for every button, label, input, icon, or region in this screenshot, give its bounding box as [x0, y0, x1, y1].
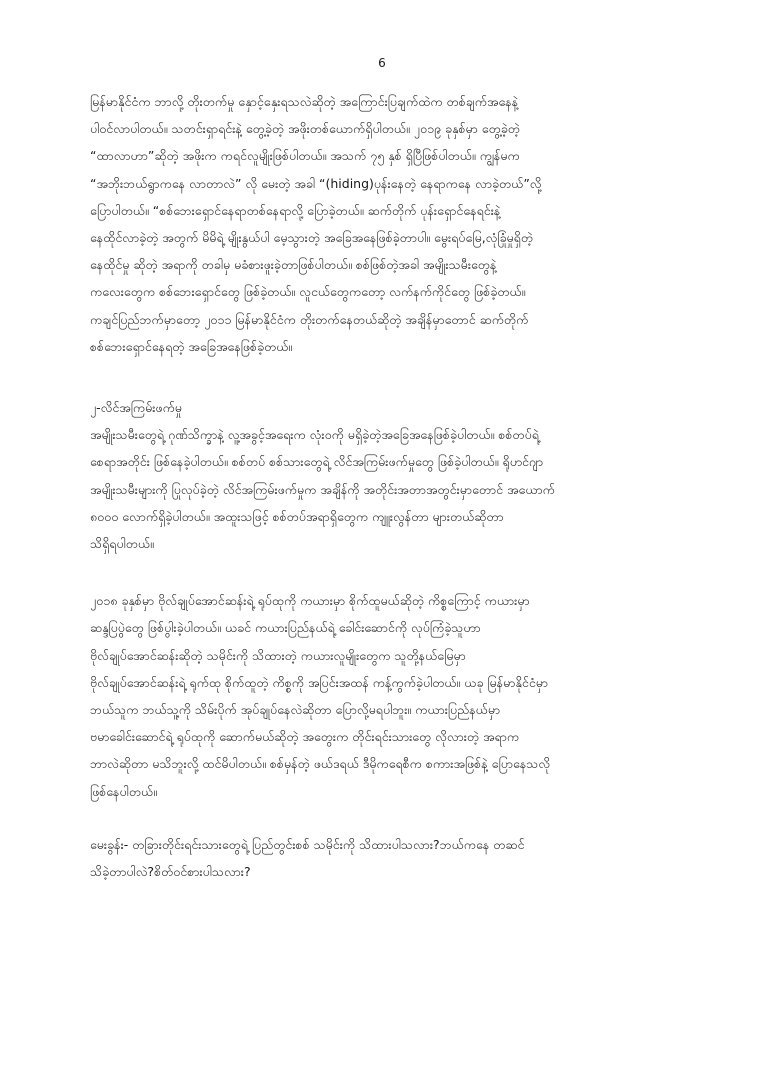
text-line: “ထာလာဟာ”ဆိုတဲ့ အဖိုးက ကရင်လူမျိုးဖြစ်ပါတယ်။ အသက် ၇၅ နှစ် ရှိပြီဖြစ်ပါတယ်။ ကျွန်မက — [90, 148, 520, 164]
paragraph-sexual-violence — [90, 394, 680, 557]
text-line: နေထိုင်မှု ဆိုတဲ့ အရာကို တခါမှ မခံစားဖူးခဲ့တာဖြစ်ပါတယ်။ စစ်ဖြစ်တဲ့အခါ အမျိုးသမီးတွေနဲ့ — [90, 257, 497, 273]
text-line: ဗိုလ်ချုပ်အောင်ဆန်းရဲ့ ရုက်ထု စိုက်ထူတဲ့ ကိစ္စကို အပြင်းအထန် ကန့်ကွက်ခဲ့ပါတယ်။ ယခု မြန်မာနိုင်ငံမှာ — [90, 674, 549, 690]
text-line: “အဘိုးဘယ်ရွာကနေ လာတာလဲ” လို မေးတဲ့ အခါ “(hiding)ပုန်းနေတဲ့ နေရာကနေ လာခဲ့တယ်”လို့ — [90, 175, 542, 191]
text-line: ဆန္ဒပြပွဲတွေ ဖြစ်ပွါးခဲ့ပါတယ်။ ယခင် ကယားပြည်နယ်ရဲ့ ခေါင်းဆောင်ကို လုပ်ကြံခဲ့သူဟာ — [90, 620, 481, 636]
paragraph-spacer — [90, 805, 680, 831]
text-line: အမျိုးသမီးများကို ပြုလုပ်ခဲ့တဲ့ လိင်အကြမ်းဖက်မှုက အချိန်ကို အတိုင်းအတာအတွင်းမှာတောင် အယောက် — [90, 481, 555, 497]
text-line: မြန်မာနိုင်ငံက ဘာလို့ တိုးတက်မှု နှောင့်နှေးရသလဲဆိုတဲ့ အကြောင်းပြချက်ထဲက တစ်ချက်အနေနဲ့ — [90, 94, 519, 109]
text-line: နေထိုင်လာခဲ့တဲ့ အတွက် မိမိရဲ့ မျိုးနွယ်ပါ မေ့သွားတဲ့ အခြေအနေဖြစ်ခဲ့တာပါ။ မွေးရပ်မြေ,လုံခြုံမှုရှိတဲ့ — [90, 230, 534, 246]
text-line: စစ်ဘေးရှောင်နေရတဲ့ အခြေအနေဖြစ်ခဲ့တယ်။ — [90, 338, 293, 354]
text-line: ဘယ်သူက ဘယ်သူ့ကို သိမ်းပိုက် အုပ်ချုပ်နေလဲဆိုတာ ပြောလို့မရပါဘူး။ ကယားပြည်နယ်မှာ — [90, 702, 501, 718]
paragraph-kayah-statue — [90, 587, 680, 805]
text-line: သိခဲ့တာပါလဲ?စိတ်ဝင်စားပါသလား? — [90, 864, 251, 880]
text-line: ဖြစ်နေပါတယ်။ — [90, 783, 157, 799]
text-line: သိရှိရပါတယ်။ — [90, 536, 154, 552]
text-line: အမျိုးသမီးတွေရဲ့ ဂုဏ်သိက္ခာနဲ့ လူ့အခွင့်အရေးက လုံးဝကို မရှိခဲ့တဲ့အခြေအနေဖြစ်ခဲ့ပါတယ်။ စစ်တပ်ရဲ့ — [90, 427, 539, 443]
paragraph-question — [90, 831, 680, 885]
text-line: ဗိုလ်ချုပ်အောင်ဆန်းဆိုတဲ့ သမိုင်းကို သိထားတဲ့ ကယားလူမျိုးတွေက သူတို့နယ်မြေမှာ — [90, 647, 466, 663]
text-line: ၈၀၀၀ လောက်ရှိခဲ့ပါတယ်။ အထူးသဖြင့် စစ်တပ်အရာရှိတွေက ကျူးလွန်တာ များတယ်ဆိုတာ — [90, 508, 504, 524]
page-number: 6 — [378, 56, 386, 70]
text-line: ဘာလဲဆိုတာ မသိဘူးလို့ ထင်မိပါတယ်။ စစ်မှန်တဲ့ ဖယ်ဒရယ် ဒီမိုကရေစီက စကားအဖြစ်နဲ့ ပြောနေသလို — [90, 756, 551, 772]
document-body — [90, 88, 680, 885]
paragraph-displacement — [90, 88, 680, 360]
text-line: ဗမာခေါင်းဆောင်ရဲ့ ရုပ်ထုကို ဆောက်မယ်ဆိုတဲ့ အတွေးက တိုင်းရင်းသားတွေ လိုလားတဲ့ အရာက — [90, 729, 520, 745]
paragraph-spacer — [90, 557, 680, 587]
text-line: ပါဝင်လာပါတယ်။ သတင်းရှာရင်းနဲ့ တွေ့ခဲ့တဲ့ အဖိုးတစ်ယောက်ရှိပါတယ်။ ၂၀၁၉ ခုနှစ်မှာ တွေ့ခဲ့တဲ့ — [90, 121, 520, 137]
section-heading: ၂-လိင်အကြမ်းဖက်မှု — [90, 400, 182, 416]
text-line: စေရာအတိုင်း ဖြစ်နေခဲ့ပါတယ်။ စစ်တပ် စစ်သားတွေရဲ့ လိင်အကြမ်းဖက်မှုတွေ ဖြစ်ခဲ့ပါတယ်။ ရိုဟင်ဂျာ — [90, 454, 544, 470]
text-line: ၂၀၁၈ ခုနှစ်မှာ ဗိုလ်ချုပ်အောင်ဆန်းရဲ့ ရုပ်ထုကို ကယားမှာ စိုက်ထူမယ်ဆိုတဲ့ ကိစ္စကြောင့် ကယားမှာ — [90, 593, 530, 609]
text-line: ပြောပါတယ်။ “စစ်ဘေးရှောင်နေရာတစ်နေရာလို့ ပြောခဲ့တယ်။ ဆက်တိုက် ပုန်းရှောင်နေရင်းနဲ့ — [90, 202, 501, 218]
text-line: ကလေးတွေက စစ်ဘေးရှောင်တွေ ဖြစ်ခဲ့တယ်။ လူငယ်တွေကတော့ လက်နက်ကိုင်တွေ ဖြစ်ခဲ့တယ်။ — [90, 284, 526, 300]
paragraph-spacer — [90, 360, 680, 394]
text-line: ကချင်ပြည်ဘက်မှာတော့ ၂၀၁၁ မြန်မာနိုင်ငံက တိုးတက်နေတယ်ဆိုတဲ့ အချိန်မှာတောင် ဆက်တိုက် — [90, 311, 529, 327]
text-line: မေးခွန်း- တခြားတိုင်းရင်းသားတွေရဲ့ ပြည်တွင်းစစ် သမိုင်းကို သိထားပါသလား?ဘယ်ကနေ တဆင် — [90, 836, 525, 852]
